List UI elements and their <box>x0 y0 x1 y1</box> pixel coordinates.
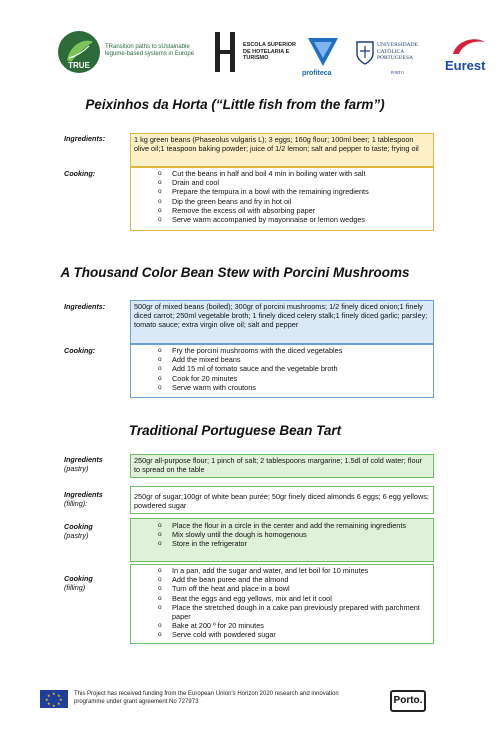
step-item: o Add the mixed beans <box>134 355 430 364</box>
eu-flag-icon: ★ ★ ★ ★ ★ ★ ★ ★ <box>40 690 68 708</box>
true-leaf-icon <box>57 30 101 74</box>
ingredients-text: 500gr of mixed beans (boiled); 300gr of porcini mushrooms; 1/2 finely diced onion;1 finely diced carrot; 250ml vegetable broth; 1 finely diced celery stalk;1 finely diced garlic; parsley; tomato sauce; extra virgin olive oil; salt and pepper <box>130 300 434 344</box>
cooking-filling-steps <box>130 564 434 644</box>
porto-logo: Porto. <box>390 690 426 712</box>
funding-text: This Project has received funding from the European Union’s Horizon 2020 research and innovation programme under grant agreement No 727973 <box>74 691 339 705</box>
step-item: o Place the flour in a circle in the center and add the remaining ingredients <box>134 521 430 530</box>
eshte-h-icon <box>213 32 237 72</box>
ingredients-label: Ingredients: <box>64 302 106 311</box>
step-item: o Serve warm accompanied by mayonnaise or lemon wedges <box>134 215 430 224</box>
label-main: Cooking <box>64 574 93 583</box>
label-main: Cooking <box>64 522 93 531</box>
true-logo <box>57 30 101 74</box>
cooking-label: Cooking: <box>64 169 96 178</box>
step-item: o Add the bean puree and the almond <box>134 575 430 584</box>
recipe-title: Peixinhos da Horta (“Little fish from the farm”) <box>85 97 385 112</box>
step-item: o Cut the beans in half and boil 4 min in boiling water with salt <box>134 169 430 178</box>
cooking-steps <box>130 167 434 231</box>
ingredients-pastry-text: 250gr all-purpose flour; 1 pinch of salt; 2 tablespoons margarine; 1.5dl of cold water; flour to spread on the table <box>130 454 434 478</box>
step-item: o Add 15 ml of tomato sauce and the vegetable broth <box>134 364 430 373</box>
step-item: o Bake at 200 º for 20 minutes <box>134 621 430 630</box>
true-wordmark: TRUE <box>68 61 90 70</box>
label-sub: (pastry) <box>64 464 89 473</box>
footer-funding <box>40 688 340 710</box>
step-item: o Serve warm with croutons <box>134 383 430 392</box>
recipe-title: A Thousand Color Bean Stew with Porcini Mushrooms <box>60 265 410 280</box>
eurest-name: Eurest <box>445 58 486 73</box>
step-item: o Cook for 20 minutes <box>134 374 430 383</box>
step-item: o Mix slowly until the dough is homogenous <box>134 530 430 539</box>
cooking-steps <box>130 344 434 398</box>
step-item: o In a pan, add the sugar and water, and let boil for 10 minutes <box>134 566 430 575</box>
ingredients-filling-text: 250gr of sugar;100gr of white bean purée; 50gr finely diced almonds 6 eggs; 6 egg yellows; powdered sugar <box>130 486 434 514</box>
cooking-filling-label <box>64 574 128 592</box>
label-sub: (filling) <box>64 583 86 592</box>
ingredients-label: Ingredients: <box>64 134 106 143</box>
label-main: Ingredients <box>64 490 103 499</box>
ingredients-text: 1 kg green beans (Phaseolus vulgaris L); 3 eggs; 160g flour; 100ml beer; 1 tablespoon olive oil;1 teaspoon baking powder; juice of 1/2 lemon; salt and pepper to taste; frying oil <box>130 133 434 167</box>
profiteca-name: profiteca <box>302 70 332 77</box>
recipe-title: Traditional Portuguese Bean Tart <box>128 423 342 438</box>
step-item: o Dip the green beans and fry in hot oil <box>134 197 430 206</box>
ingredients-filling-label <box>64 490 128 508</box>
step-item: o Store in the refrigerator <box>134 539 430 548</box>
step-item: o Remove the excess oil with absorbing paper <box>134 206 430 215</box>
cooking-label: Cooking: <box>64 346 96 355</box>
step-item: o Beat the eggs and egg yellows, mix and let it cool <box>134 594 430 603</box>
true-tagline: TRansition paths to sUstainable legume-based systems in Europe <box>105 44 195 57</box>
step-item: o Prepare the tempura in a bowl with the remaining ingredients <box>134 187 430 196</box>
step-item: o Turn off the heat and place in a bowl <box>134 584 430 593</box>
ucp-sub: PORTO <box>391 70 404 75</box>
step-item: o Place the stretched dough in a cake pan previously prepared with parchment paper <box>134 603 430 621</box>
ingredients-pastry-label <box>64 455 128 473</box>
cooking-pastry-steps <box>130 518 434 562</box>
profiteca-logo <box>302 34 342 78</box>
ucp-crest-icon <box>355 40 375 66</box>
cooking-pastry-label <box>64 522 128 540</box>
ucp-logo <box>355 40 439 80</box>
label-sub: (filling): <box>64 499 88 508</box>
step-item: o Drain and cool <box>134 178 430 187</box>
profiteca-triangle-icon <box>308 36 338 66</box>
ucp-name: UNIVERSIDADE CATÓLICA PORTUGUESA <box>377 42 418 61</box>
eurest-swoosh-icon <box>449 36 489 58</box>
step-item: o Fry the porcini mushrooms with the diced vegetables <box>134 346 430 355</box>
header-logos <box>55 30 486 82</box>
label-sub: (pastry) <box>64 531 89 540</box>
step-item: o Serve cold with powdered sugar <box>134 630 430 639</box>
eshte-logo <box>213 32 303 76</box>
eshte-name: ESCOLA SUPERIOR DE HOTELARIA E TURISMO <box>243 42 296 61</box>
label-main: Ingredients <box>64 455 103 464</box>
eurest-logo <box>443 36 499 76</box>
